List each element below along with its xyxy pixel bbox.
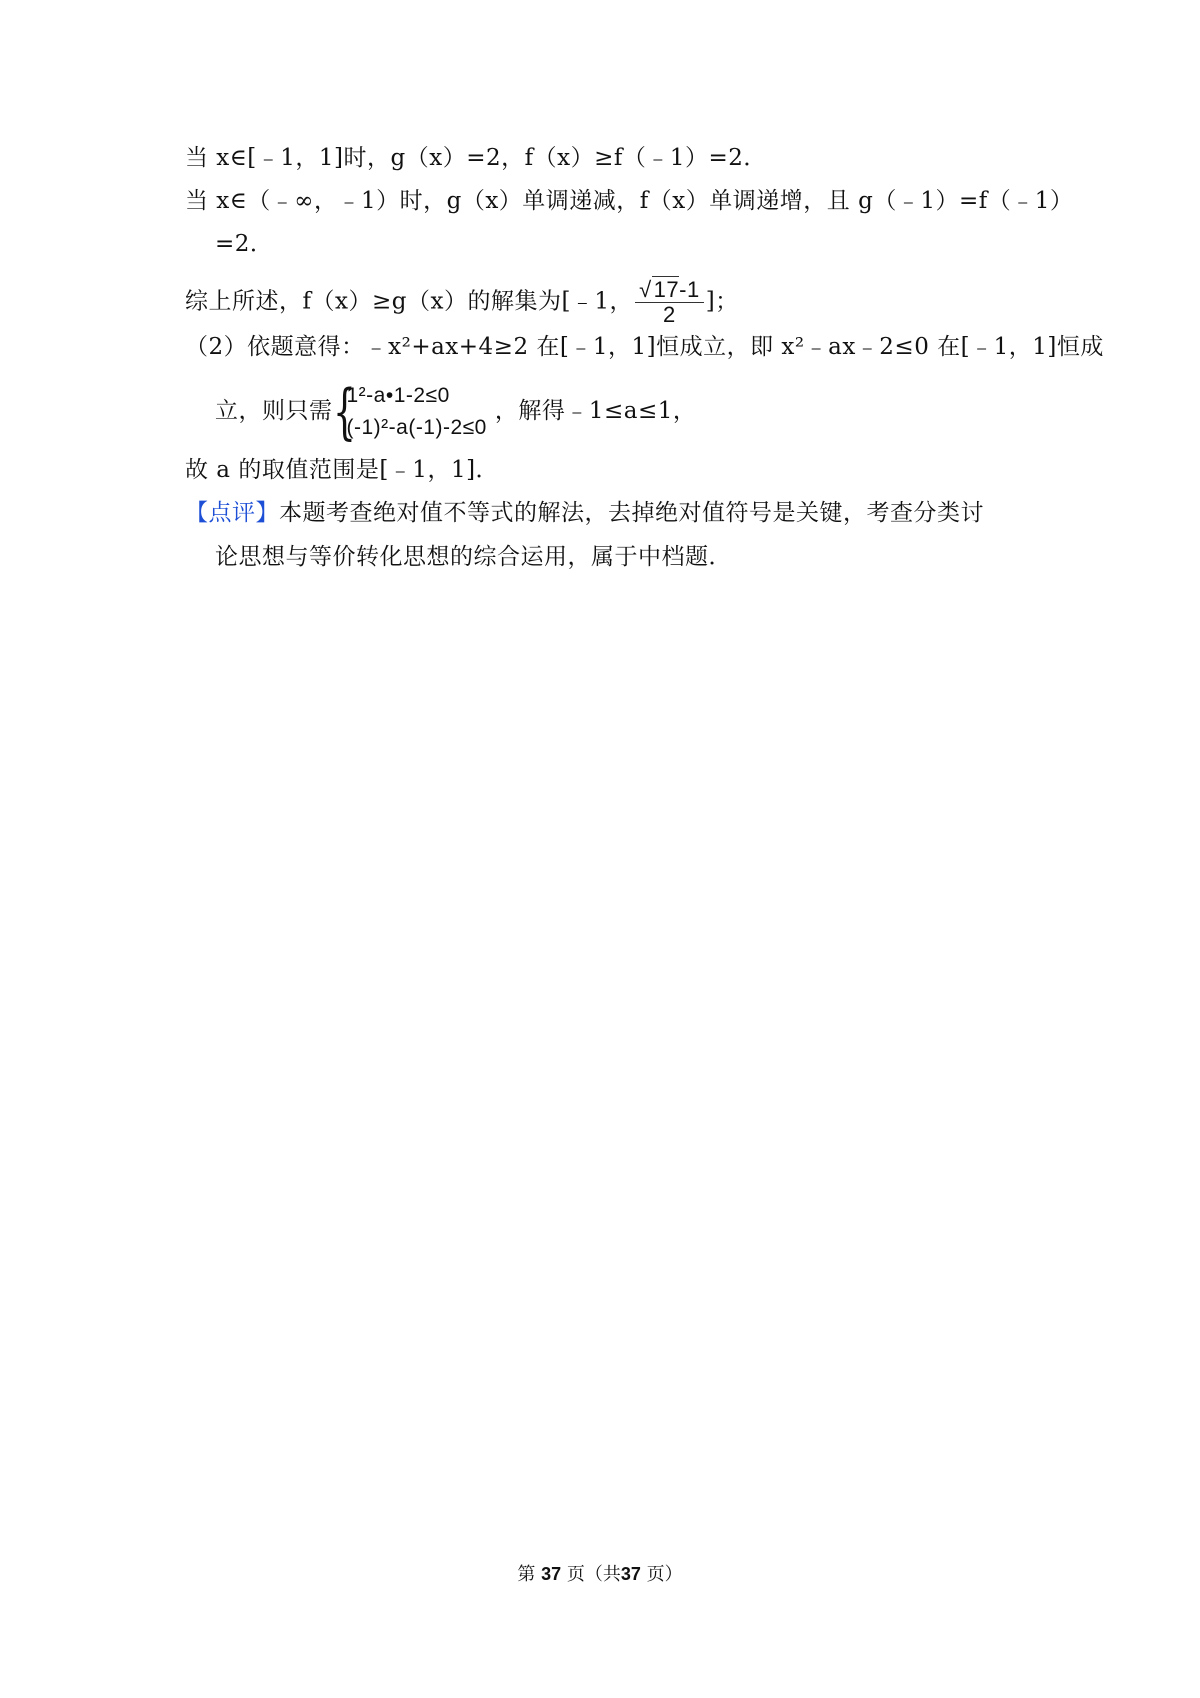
text-line-4 — [185, 278, 739, 327]
fraction-denominator: 2 — [663, 302, 676, 327]
footer-total-pages: 37 — [620, 1564, 641, 1584]
text-line-3: =2． — [215, 231, 274, 257]
system-row-1: 1²-a•1-2≤0 — [346, 384, 450, 407]
text-line-4-prefix: 综上所述，f（x）≥g（x）的解集为[﹣1， — [185, 288, 634, 315]
footer-mid: 页（共 — [566, 1564, 621, 1585]
footer-pre: 第 — [517, 1564, 536, 1585]
left-brace-icon: { — [332, 377, 356, 447]
text-line-8 — [185, 498, 984, 528]
footer-page-number: 37 — [541, 1564, 562, 1584]
comment-text: 本题考查绝对值不等式的解法，去掉绝对值符号是关键，考查分类讨 — [279, 500, 984, 526]
text-line-6 — [215, 377, 697, 447]
fraction-numerator: √17-1 — [635, 278, 704, 303]
page-footer — [0, 1560, 1200, 1586]
text-line-7: 故 a 的取值范围是[﹣1，1]． — [185, 457, 500, 483]
text-line-9: 论思想与等价转化思想的综合运用，属于中档题． — [215, 544, 732, 570]
fraction-sqrt17-minus1-over-2 — [635, 278, 704, 327]
text-line-6-prefix: 立，则只需 — [215, 398, 333, 424]
text-line-1: 当 x∈[﹣1，1]时，g（x）=2，f（x）≥f（﹣1）=2． — [185, 145, 767, 171]
text-line-5: （2）依题意得：﹣x²+ax+4≥2 在[﹣1，1]恒成立，即 x²﹣ax﹣2≤0 在[﹣1，1]恒成 — [185, 334, 1104, 360]
comment-tag: 【点评】 — [185, 500, 279, 526]
text-line-2: 当 x∈（﹣∞，﹣1）时，g（x）单调递减，f（x）单调递增，且 g（﹣1）=f（﹣1） — [185, 188, 1074, 214]
text-line-4-suffix: ]； — [705, 288, 739, 315]
inequality-system — [332, 377, 487, 447]
text-line-6-suffix: ，解得﹣1≤a≤1， — [494, 398, 697, 424]
sqrt-radicand: 17 — [653, 277, 680, 302]
footer-post: 页） — [646, 1564, 683, 1585]
system-row-2: (-1)²-a(-1)-2≤0 — [346, 416, 487, 439]
numerator-rest: -1 — [679, 277, 700, 302]
